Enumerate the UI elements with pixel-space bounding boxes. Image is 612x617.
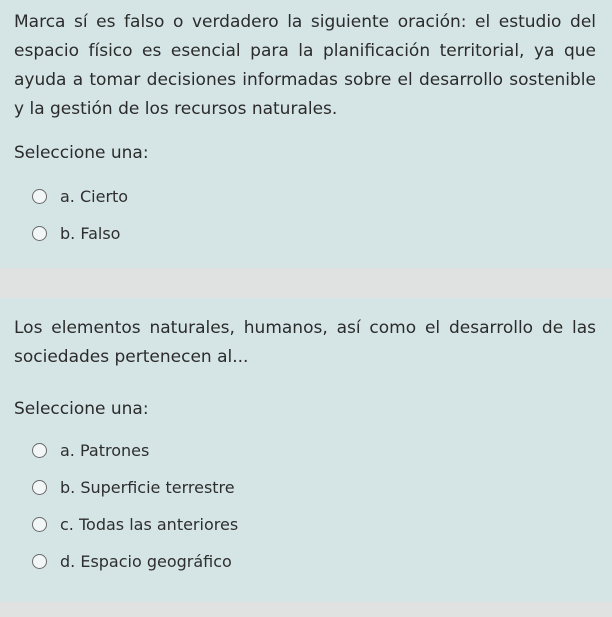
radio-button-icon[interactable] [32, 480, 47, 495]
question-1-options [14, 178, 596, 252]
radio-button-icon[interactable] [32, 226, 47, 241]
question-separator [0, 268, 612, 298]
question-2-option-a[interactable] [14, 432, 596, 469]
question-2-option-c[interactable] [14, 506, 596, 543]
option-label[interactable]: b. Falso [60, 224, 121, 243]
radio-button-icon[interactable] [32, 517, 47, 532]
question-1-option-b[interactable] [14, 215, 596, 252]
question-2-option-b[interactable] [14, 469, 596, 506]
option-label[interactable]: b. Superficie terrestre [60, 478, 235, 497]
radio-button-icon[interactable] [32, 189, 47, 204]
option-label[interactable]: d. Espacio geográfico [60, 552, 232, 571]
radio-button-icon[interactable] [32, 443, 47, 458]
radio-button-icon[interactable] [32, 554, 47, 569]
question-2-options [14, 432, 596, 580]
question-1-card [0, 0, 612, 268]
question-1-option-a[interactable] [14, 178, 596, 215]
question-1-text: Marca sí es falso o verdadero la siguiente oración: el estudio del espacio físico es esencial para la planificación territorial, ya que ayuda a tomar decisiones informadas sobre el desarrollo sostenible y la gestión de los recursos naturales. [14, 12, 596, 119]
question-1-prompt: Seleccione una: [14, 143, 149, 163]
option-label[interactable]: a. Patrones [60, 441, 150, 460]
question-2-prompt: Seleccione una: [14, 399, 149, 419]
option-label[interactable]: c. Todas las anteriores [60, 515, 239, 534]
question-2-text: Los elementos naturales, humanos, así como el desarrollo de las sociedades pertenecen al... [14, 318, 596, 367]
option-label[interactable]: a. Cierto [60, 187, 129, 206]
question-2-option-d[interactable] [14, 543, 596, 580]
question-2-card [0, 298, 612, 602]
